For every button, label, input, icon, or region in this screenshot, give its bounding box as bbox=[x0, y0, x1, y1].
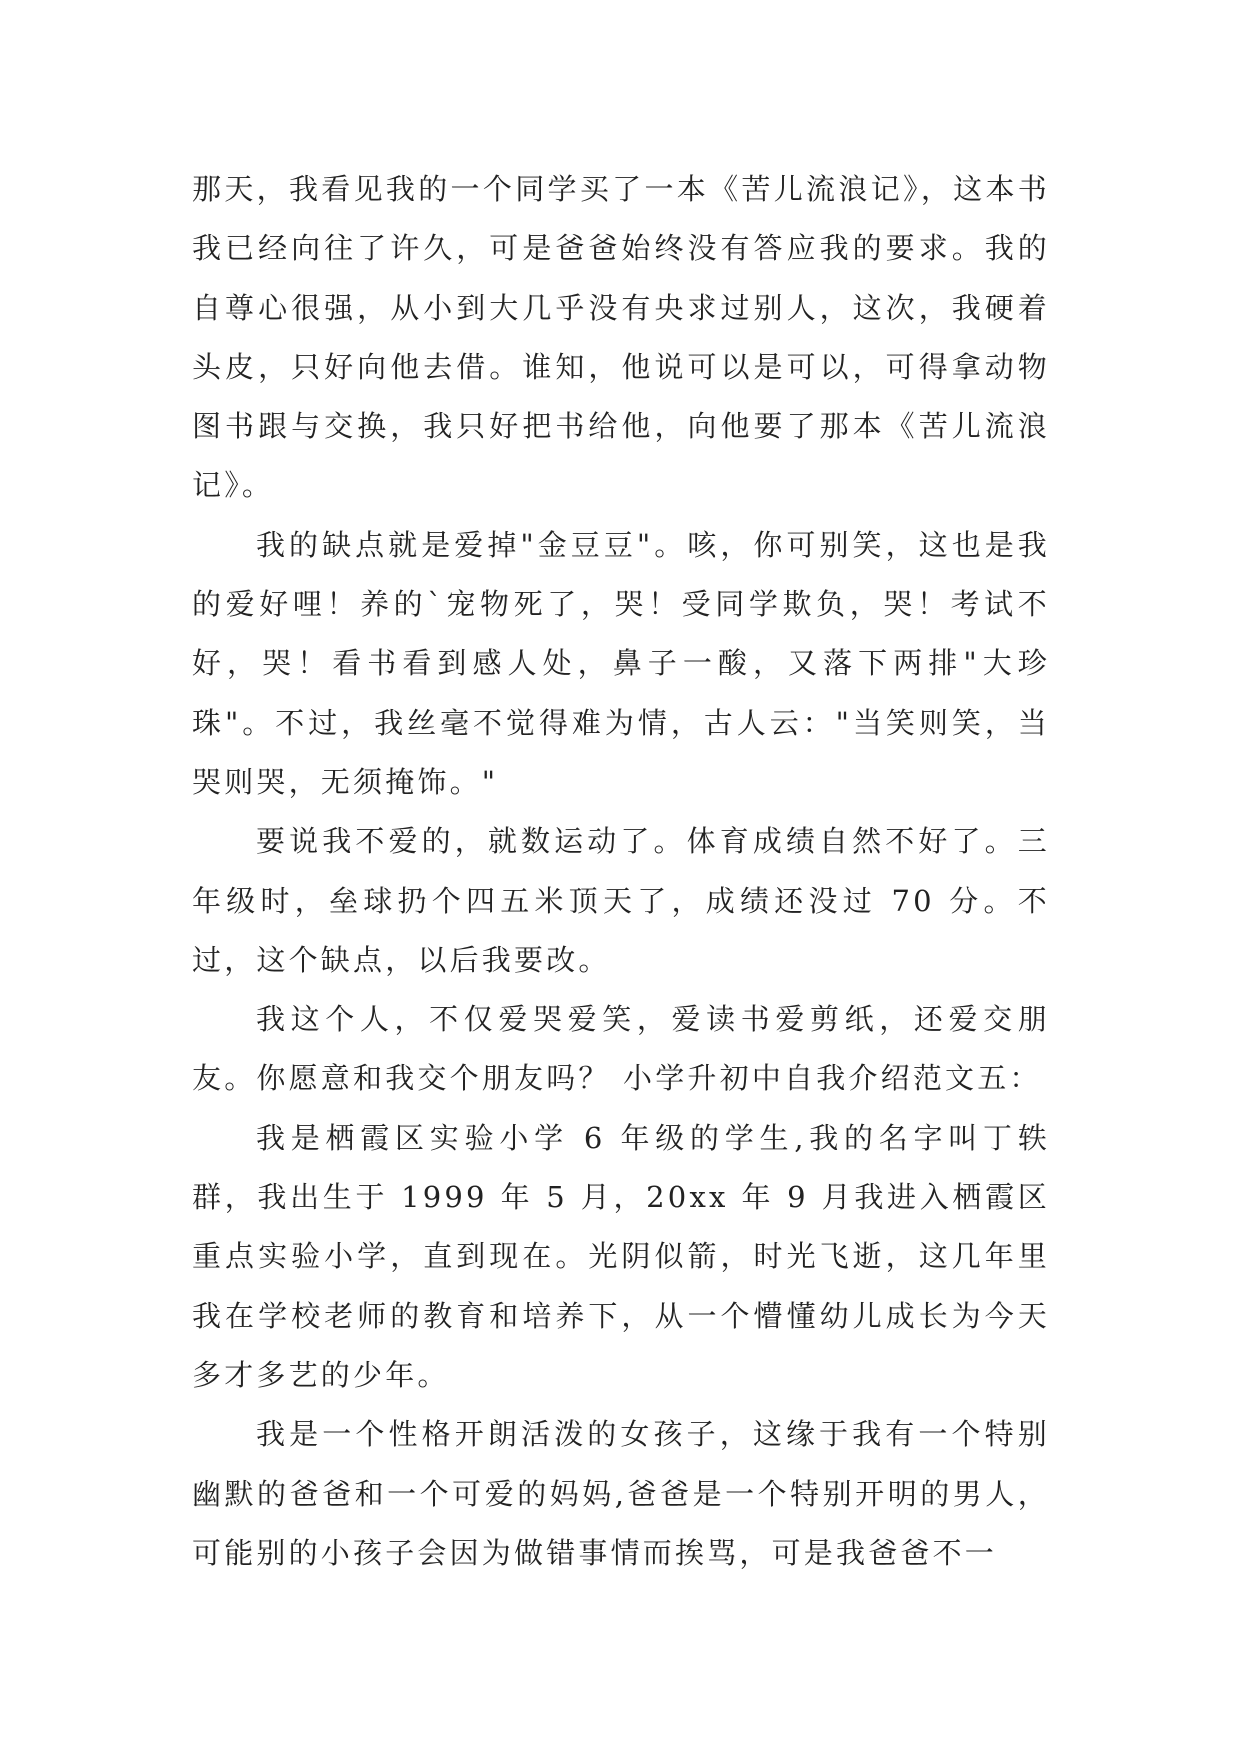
body-text bbox=[192, 160, 1050, 1583]
paragraph-6: 我是一个性格开朗活泼的女孩子，这缘于我有一个特别幽默的爸爸和一个可爱的妈妈,爸爸是一个特别开明的男人，可能别的小孩子会因为做错事情而挨骂，可是我爸爸不一 bbox=[192, 1417, 1050, 1570]
paragraph-4: 我这个人，不仅爱哭爱笑，爱读书爱剪纸，还爱交朋友。你愿意和我交个朋友吗？ 小学升初中自我介绍范文五： bbox=[192, 1002, 1050, 1096]
paragraph-2: 我的缺点就是爱掉"金豆豆"。咳，你可别笑，这也是我的爱好哩！养的`宠物死了，哭！受同学欺负，哭！考试不好，哭！看书看到感人处，鼻子一酸，又落下两排"大珍珠"。不过，我丝毫不觉得难为情，古人云："当笑则笑，当哭则哭，无须掩饰。" bbox=[192, 527, 1050, 799]
paragraph-3: 要说我不爱的，就数运动了。体育成绩自然不好了。三年级时，垒球扔个四五米顶天了，成绩还没过 70 分。不过，这个缺点，以后我要改。 bbox=[192, 824, 1050, 977]
paragraph-5: 我是栖霞区实验小学 6 年级的学生,我的名字叫丁轶群，我出生于 1999 年 5 月，20xx 年 9 月我进入栖霞区重点实验小学，直到现在。光阴似箭，时光飞逝，这几年里我在学校老师的教育和培养下，从一个懵懂幼儿成长为今天多才多艺的少年。 bbox=[192, 1120, 1050, 1392]
paragraph-1: 那天，我看见我的一个同学买了一本《苦儿流浪记》，这本书我已经向往了许久，可是爸爸始终没有答应我的要求。我的自尊心很强，从小到大几乎没有央求过别人，这次，我硬着头皮，只好向他去借。谁知，他说可以是可以，可得拿动物图书跟与交换，我只好把书给他，向他要了那本《苦儿流浪记》。 bbox=[192, 172, 1050, 503]
